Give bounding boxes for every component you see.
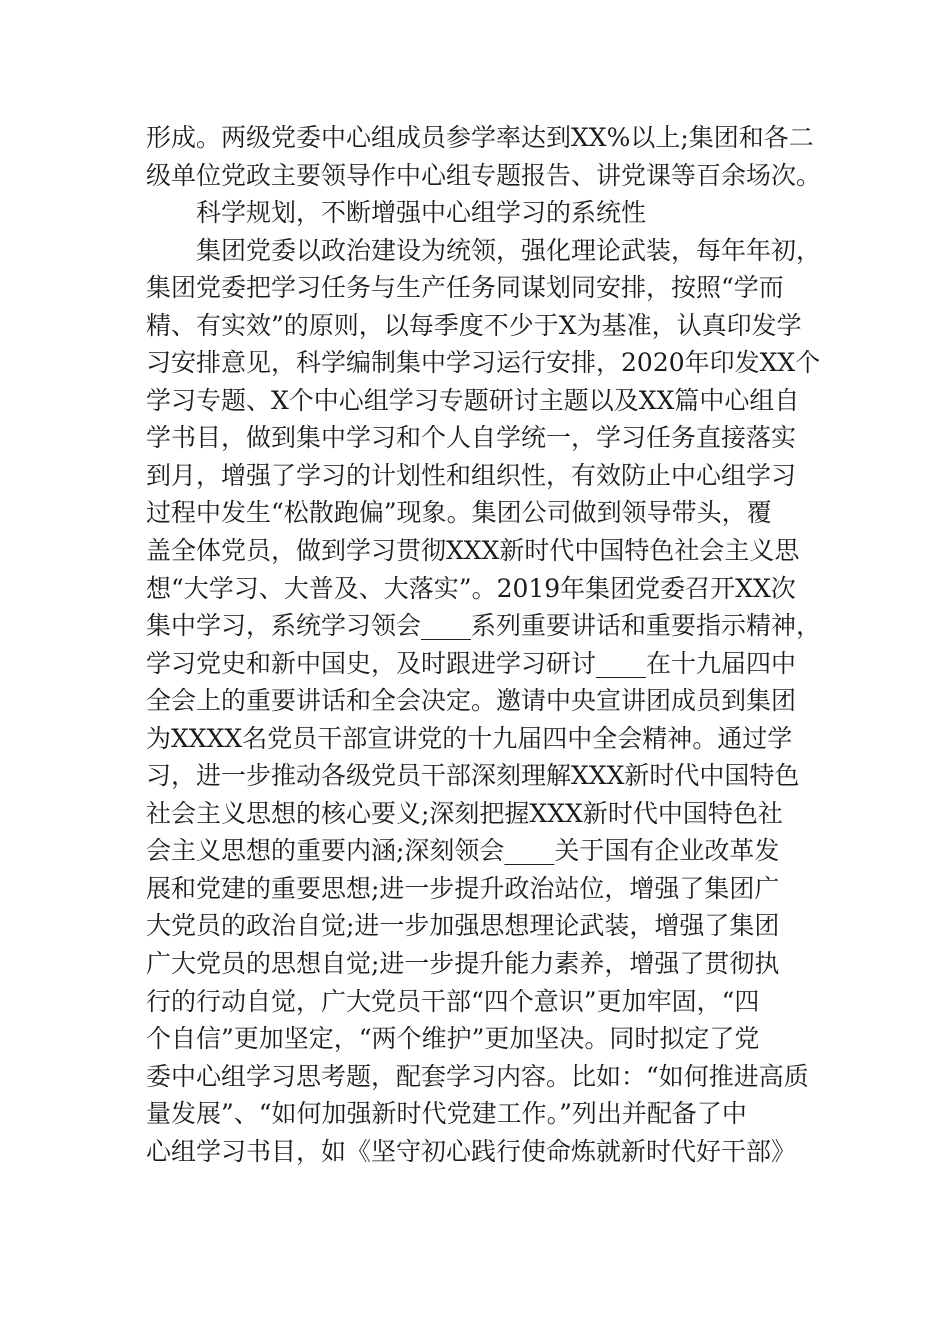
text-line: 心组学习书目，如《坚守初心践行使命炼就新时代好干部》 — [146, 1136, 797, 1166]
text-line: 精、有实效”的原则，以每季度不少于X为基准，认真印发学 — [146, 310, 802, 340]
body-text — [146, 119, 826, 1170]
paragraph-first-line: 集团党委以政治建设为统领，强化理论武装，每年年初， — [196, 235, 822, 265]
text-line: 个自信”更加坚定，“两个维护”更加坚决。同时拟定了党 — [146, 1024, 760, 1054]
text-line: 行的行动自觉，广大党员干部“四个意识”更加牢固，“四 — [146, 986, 760, 1016]
text-line: 学书目，做到集中学习和个人自学统一，学习任务直接落实 — [146, 423, 797, 453]
paragraph-first-line: 科学规划，不断增强中心组学习的系统性 — [196, 198, 647, 228]
text-line: 社会主义思想的核心要义;深刻把握XXX新时代中国特色社 — [146, 798, 783, 828]
text-line: 习，进一步推动各级党员干部深刻理解XXX新时代中国特色 — [146, 761, 800, 791]
text-line: 委中心组学习思考题，配套学习内容。比如：“如何推进高质 — [146, 1061, 809, 1091]
text-line: 形成。两级党委中心组成员参学率达到XX%以上;集团和各二 — [146, 123, 814, 152]
text-line: 全会上的重要讲话和全会决定。邀请中央宣讲团成员到集团 — [146, 686, 797, 716]
text-line: 级单位党政主要领导作中心组专题报告、讲党课等百余场次。 — [146, 160, 822, 190]
text-line: 学习专题、X个中心组学习专题研讨主题以及XX篇中心组自 — [146, 385, 800, 415]
text-line: 量发展”、“如何加强新时代党建工作。”列出并配备了中 — [146, 1099, 747, 1129]
text-line: 过程中发生“松散跑偏”现象。集团公司做到领导带头，覆 — [146, 498, 772, 528]
text-line: 为XXXX名党员干部宣讲党的十九届四中全会精神。通过学 — [146, 723, 793, 753]
text-line: 到月，增强了学习的计划性和组织性，有效防止中心组学习 — [146, 460, 797, 490]
text-line: 展和党建的重要思想;进一步提升政治站位，增强了集团广 — [146, 873, 780, 903]
text-line: 集团党委把学习任务与生产任务同谋划同安排，按照“学而 — [146, 273, 784, 303]
text-line: 学习党史和新中国史，及时跟进学习研讨____在十九届四中 — [146, 648, 797, 678]
text-line: 想“大学习、大普及、大落实”。2019年集团党委召开XX次 — [146, 573, 796, 603]
text-line: 广大党员的思想自觉;进一步提升能力素养，增强了贯彻执 — [146, 949, 780, 979]
text-line: 会主义思想的重要内涵;深刻领会____关于国有企业改革发 — [146, 836, 780, 866]
text-line: 集中学习，系统学习领会____系列重要讲话和重要指示精神， — [146, 611, 822, 641]
text-line: 习安排意见，科学编制集中学习运行安排，2020年印发XX个 — [146, 348, 821, 378]
text-line: 盖全体党员，做到学习贯彻XXX新时代中国特色社会主义思 — [146, 536, 800, 566]
text-line: 大党员的政治自觉;进一步加强思想理论武装，增强了集团 — [146, 911, 780, 941]
